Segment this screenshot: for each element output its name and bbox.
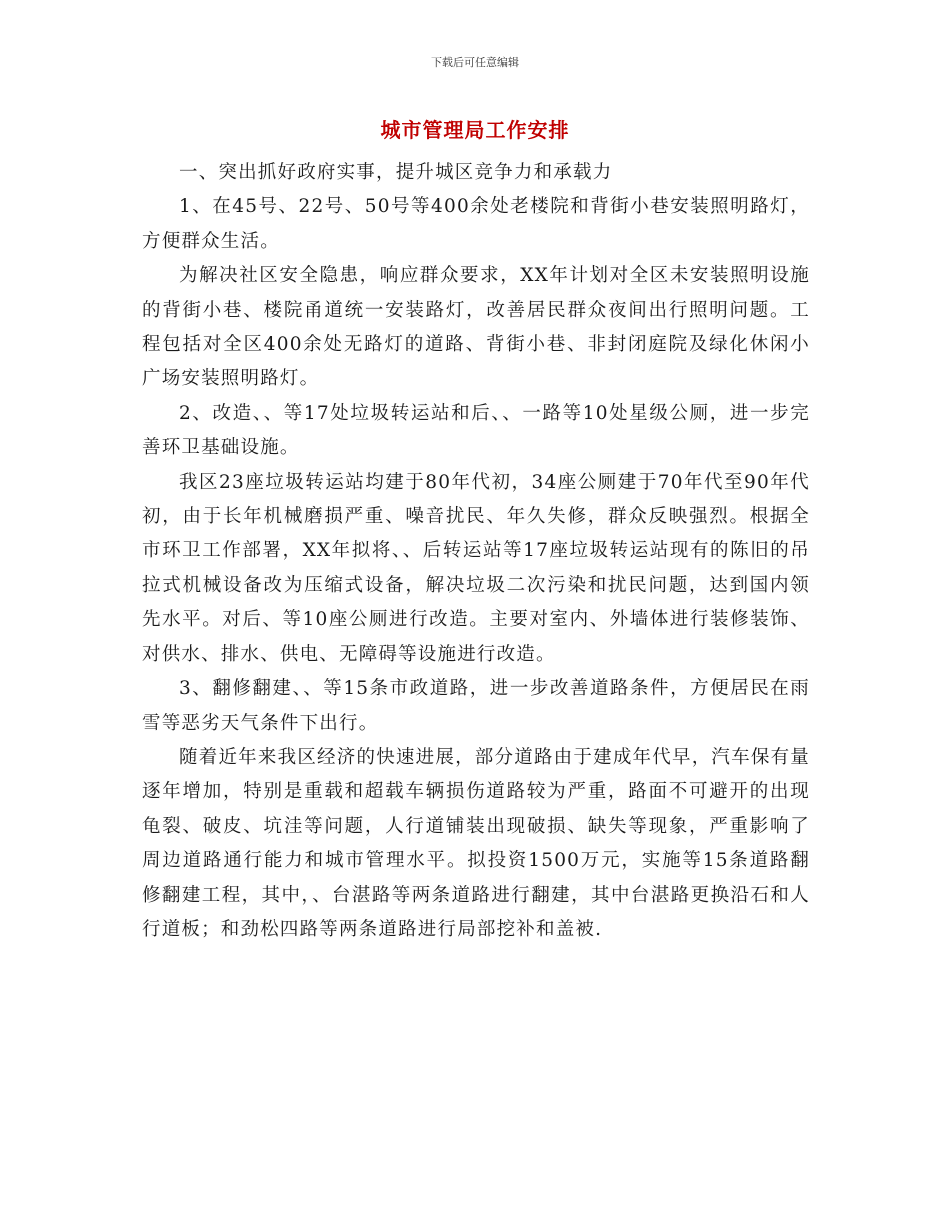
document-body (142, 156, 810, 947)
item-3-heading: 3、翻修翻建、、等15条市政道路，进一步改善道路条件，方便居民在雨雪等恶劣天气条件下出行。 (142, 678, 810, 734)
section-heading-1: 一、突出抓好政府实事，提升城区竞争力和承载力 (179, 162, 613, 183)
header-note: 下载后可任意编辑 (431, 56, 519, 69)
item-1-heading: 1、在45号、22号、50号等400余处老楼院和背街小巷安装照明路灯，方便群众生活。 (142, 196, 810, 252)
item-2-detail: 我区23座垃圾转运站均建于80年代初，34座公厕建于70年代至90年代初，由于长年机械磨损严重、噪音扰民、年久失修，群众反映强烈。根据全市环卫工作部署，XX年拟将、、后转运站等17座垃圾转运站现有的陈旧的吊拉式机械设备改为压缩式设备，解决垃圾二次污染和扰民问题，达到国内领先水平。对后、等10座公厕进行改造。主要对室内、外墙体进行装修装饰、对供水、排水、供电、无障碍等设施进行改造。 (142, 471, 810, 665)
document-title: 城市管理局工作安排 (380, 118, 570, 142)
item-1-detail: 为解决社区安全隐患，响应群众要求，XX年计划对全区未安装照明设施的背街小巷、楼院甬道统一安装路灯，改善居民群众夜间出行照明问题。工程包括对全区400余处无路灯的道路、背街小巷、非封闭庭院及绿化休闲小广场安装照明路灯。 (142, 265, 810, 390)
item-3-detail: 随着近年来我区经济的快速进展，部分道路由于建成年代早，汽车保有量逐年增加，特别是重载和超载车辆损伤道路较为严重，路面不可避开的出现龟裂、破皮、坑洼等问题，人行道铺装出现破损、缺失等现象，严重影响了周边道路通行能力和城市管理水平。拟投资1500万元，实施等15条道路翻修翻建工程，其中，、台湛路等两条道路进行翻建，其中台湛路更换沿石和人行道板；和劲松四路等两条道路进行局部挖补和盖被. (142, 746, 810, 940)
item-2-heading: 2、改造、、等17处垃圾转运站和后、、一路等10处星级公厕，进一步完善环卫基础设施。 (142, 402, 810, 459)
